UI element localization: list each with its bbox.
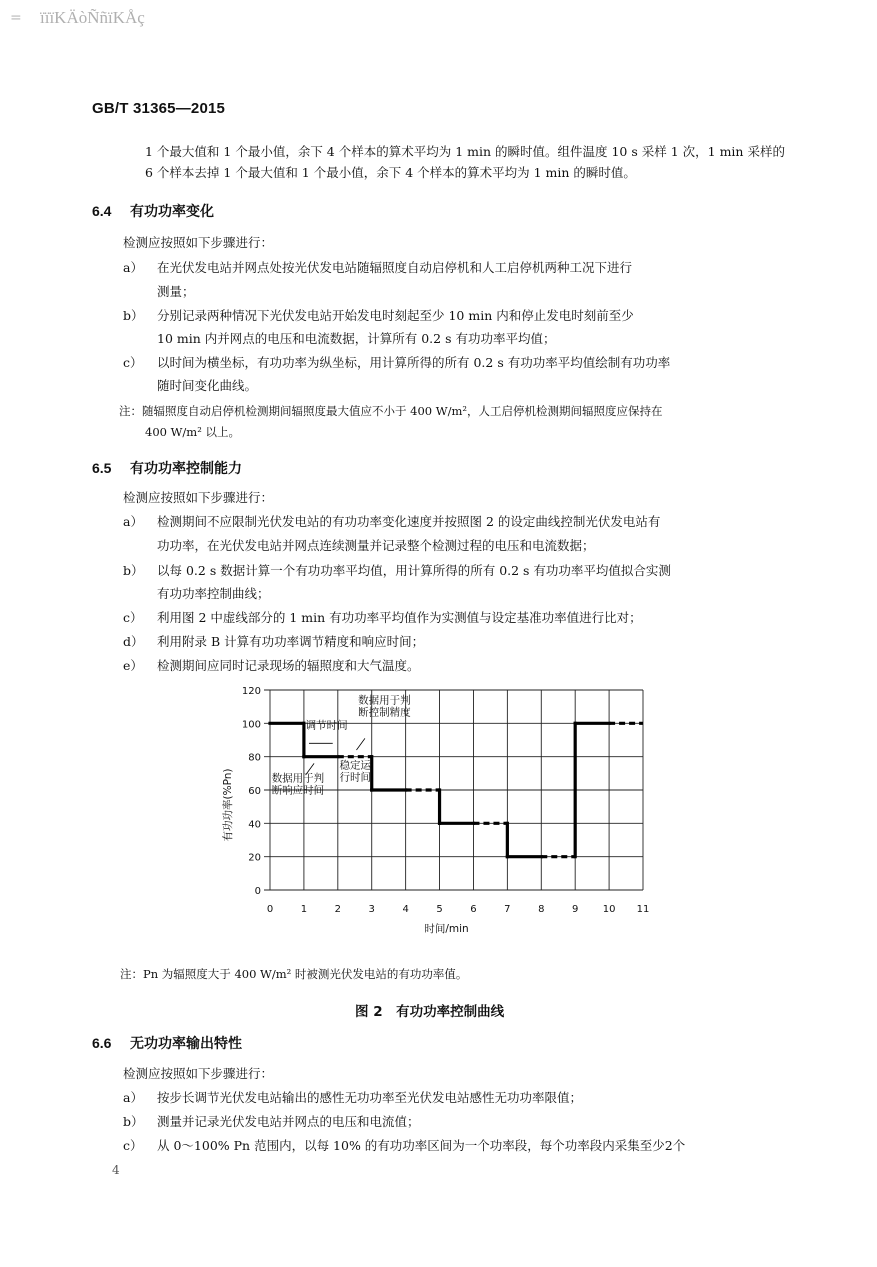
figure-caption: 图 2 有功功率控制曲线 [355,1004,505,1020]
item-text: 检测期间应同时记录现场的辐照度和大气温度。 [157,658,420,673]
x-axis-label: 时间/min [424,923,469,935]
section-intro: 检测应按照如下步骤进行： [123,1066,274,1081]
item-label: b） [123,1114,144,1129]
list-item-b [123,565,671,578]
x-tick-label: 0 [266,904,274,915]
item-label: e） [123,658,143,673]
y-tick-label: 80 [248,752,261,764]
item-label: a） [123,260,143,275]
chart-annotation [340,758,372,783]
y-tick-label: 100 [241,719,261,731]
item-text-cont: 功功率，在光伏发电站并网点连续测量并记录整个检测过程的电压和电流数据； [157,538,595,553]
section-number: 6.4 [92,203,112,219]
x-tick-label: 11 [636,904,650,915]
annotation-line: 稳定运 [339,759,372,772]
note-line: 注：随辐照度自动启停机检测期间辐照度最大值应不小于 400 W/m²，人工启停机检测期间辐照度应保持在 [119,404,663,418]
item-text: 按步长调节光伏发电站输出的感性无功功率至光伏发电站感性无功功率限值； [157,1090,583,1105]
item-text: 利用图 2 中虚线部分的 1 min 有功功率平均值作为实测值与设定基准功率值进行比对； [157,610,642,625]
x-tick-label: 8 [538,904,545,915]
x-tick-label: 10 [602,904,616,915]
item-text: 检测期间不应限制光伏发电站的有功功率变化速度并按照图 2 的设定曲线控制光伏发电站有 [157,514,661,529]
y-axis-label: 有功功率(%Pn) [222,768,234,842]
active-power-control-chart [215,680,660,940]
y-tick-label: 60 [248,786,261,797]
x-tick-label: 1 [300,904,308,915]
y-tick-label: 40 [248,819,261,831]
item-label: a） [123,514,143,529]
list-item-c [123,357,670,370]
section-heading-6-4 [92,201,214,221]
x-tick-label: 6 [470,904,477,915]
annotation-line: 行时间 [339,771,372,784]
x-tick-label: 7 [504,904,511,915]
list-item-d [123,636,424,649]
item-text-cont: 随时间变化曲线。 [157,378,258,393]
list-item-b [123,310,634,323]
section-title: 无功功率输出特性 [130,1036,242,1052]
list-item-a [123,1092,582,1105]
note-line: 400 W/m² 以上。 [145,425,240,439]
section-title: 有功功率变化 [130,204,214,220]
item-text: 以每 0.2 s 数据计算一个有功功率平均值，用计算所得的所有 0.2 s 有功功率平均值拟合实测 [157,563,671,578]
menu-icon: = [10,10,22,26]
standard-number: GB/T 31365—2015 [92,100,226,117]
item-text-cont: 有功功率控制曲线； [157,586,270,601]
item-label: d） [123,634,144,649]
arrow-control-accuracy [356,738,364,750]
page-number: 4 [112,1163,120,1177]
list-item-a [123,516,660,529]
continuation-line: 6 个样本去掉 1 个最大值和 1 个最小值，余下 4 个样本的算术平均为 1 min 的瞬时值。 [145,165,636,180]
list-item-b [123,1116,420,1129]
item-text: 测量并记录光伏发电站并网点的电压和电流值； [157,1114,420,1129]
list-item-c [123,1140,685,1153]
y-tick-label: 20 [248,852,261,864]
item-label: c） [123,1138,143,1153]
section-title: 有功功率控制能力 [130,461,242,477]
x-tick-label: 9 [571,904,579,915]
annotation-line: 调节时间 [305,719,348,732]
x-tick-label: 4 [402,904,409,915]
annotation-line: 数据用于判 [271,772,325,785]
annotation-line: 数据用于判 [358,694,411,707]
chart-annotation [358,693,411,718]
item-label: b） [123,308,144,323]
document-title-garbled: ïïïKÄòÑñïKÅç [40,8,145,27]
annotation-line: 断控制精度 [358,706,411,719]
x-tick-label: 3 [368,904,375,915]
y-tick-label: 0 [254,886,261,897]
chart-annotation [272,772,324,797]
item-label: c） [123,610,143,625]
chart-annotation [306,718,348,731]
item-label: a） [123,1090,143,1105]
list-item-e [123,660,420,673]
item-text: 从 0～100% Pn 范围内，以每 10% 的有功功率区间为一个功率段，每个功率段内采集至少2个 [157,1138,686,1153]
chart-ticks [242,686,649,915]
x-tick-label: 5 [436,904,443,915]
item-text-cont: 测量； [157,284,195,299]
item-text: 在光伏发电站并网点处按光伏发电站随辐照度自动启停机和人工启停机两种工况下进行 [157,260,633,275]
continuation-line: 1 个最大值和 1 个最小值，余下 4 个样本的算术平均为 1 min 的瞬时值。组件温度 10 s 采样 1 次，1 min 采样的 [145,144,785,159]
annotation-line: 断响应时间 [271,784,325,797]
list-item-c [123,612,642,625]
item-text: 利用附录 B 计算有功功率调节精度和响应时间； [157,634,425,649]
item-text-cont: 10 min 内并网点的电压和电流数据，计算所有 0.2 s 有功功率平均值； [157,331,556,346]
list-item-a [123,262,632,275]
y-tick-label: 120 [241,686,261,697]
chart-annotations [272,693,411,796]
x-tick-label: 2 [334,904,342,915]
item-text: 分别记录两种情况下光伏发电站开始发电时刻起至少 10 min 内和停止发电时刻前至少 [157,308,634,323]
item-label: c） [123,355,143,370]
section-intro: 检测应按照如下步骤进行： [123,490,274,505]
section-heading-6-5 [92,458,242,478]
section-heading-6-6 [92,1033,242,1053]
item-label: b） [123,563,144,578]
item-text: 以时间为横坐标，有功功率为纵坐标，用计算所得的所有 0.2 s 有功功率平均值绘制有功功率 [157,355,671,370]
section-intro: 检测应按照如下步骤进行： [123,235,274,250]
figure-note: 注：Pn 为辐照度大于 400 W/m² 时被测光伏发电站的有功功率值。 [120,967,468,981]
section-number: 6.5 [92,460,112,476]
section-number: 6.6 [92,1035,112,1051]
